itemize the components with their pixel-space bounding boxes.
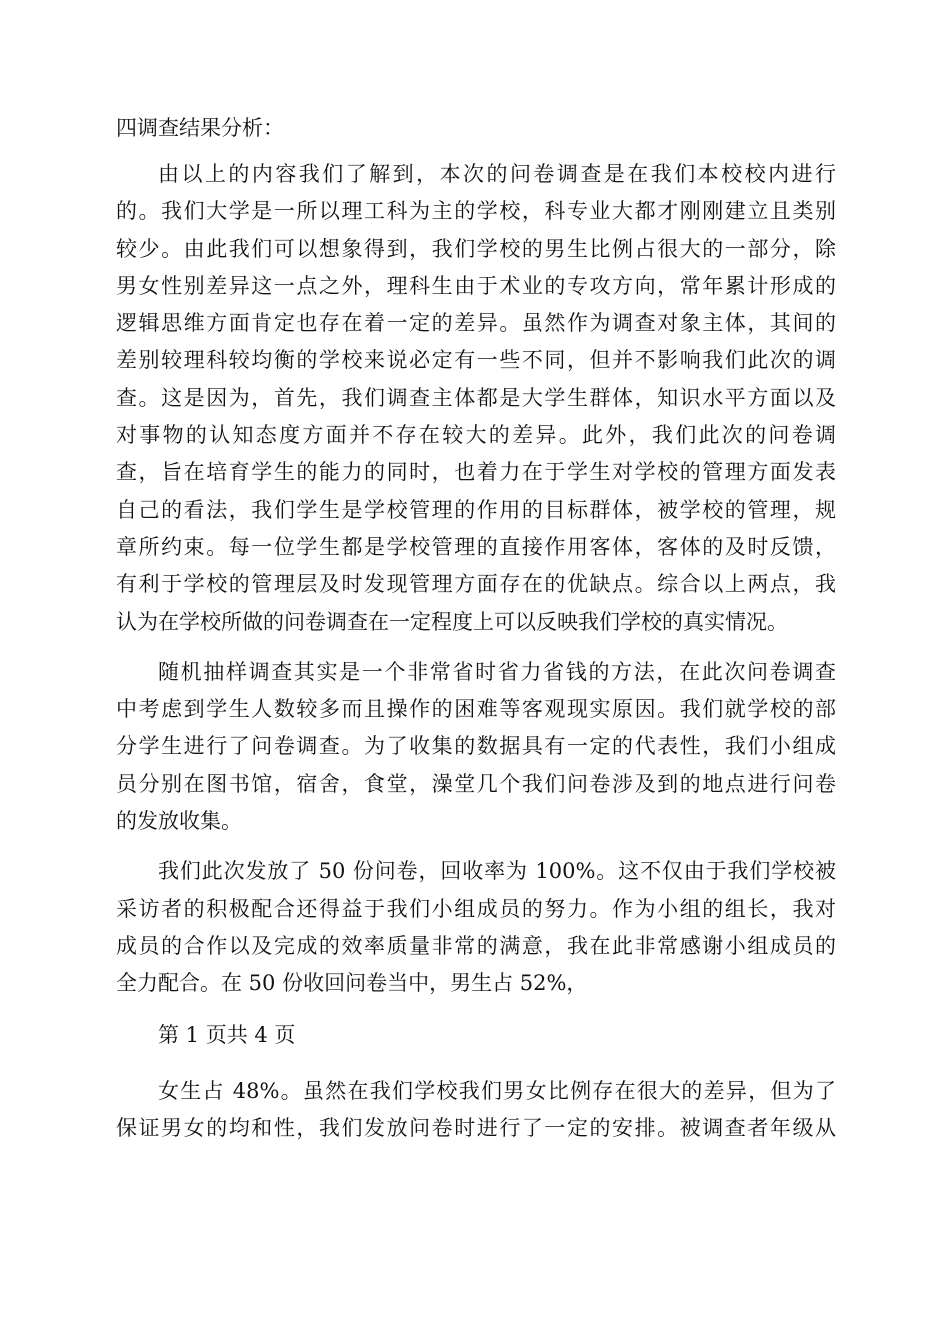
paragraph-line: 中考虑到学生人数较多而且操作的困难等客观现实原因。我们就学校的部 xyxy=(116,697,836,722)
paragraph-line: 采访者的积极配合还得益于我们小组成员的努力。作为小组的组长，我对 xyxy=(116,896,836,921)
paragraph-line: 的发放收集。 xyxy=(116,809,242,834)
paragraph-line: 有利于学校的管理层及时发现管理方面存在的优缺点。综合以上两点，我 xyxy=(116,572,836,597)
paragraph-line: 随机抽样调查其实是一个非常省时省力省钱的方法，在此次问卷调查 xyxy=(158,659,836,684)
paragraph-line: 逻辑思维方面肯定也存在着一定的差异。虽然作为调查对象主体，其间的 xyxy=(116,311,836,336)
paragraph-line: 女生占 48%。虽然在我们学校我们男女比例存在很大的差异，但为了 xyxy=(158,1078,836,1103)
paragraph-line: 保证男女的均和性，我们发放问卷时进行了一定的安排。被调查者年级从 xyxy=(116,1115,836,1140)
paragraph-line: 较少。由此我们可以想象得到，我们学校的男生比例占很大的一部分，除 xyxy=(116,236,836,261)
paragraph-line: 分学生进行了问卷调查。为了收集的数据具有一定的代表性，我们小组成 xyxy=(116,734,836,759)
paragraph-line: 对事物的认知态度方面并不存在较大的差异。此外，我们此次的问卷调 xyxy=(116,423,836,448)
paragraph-line: 查。这是因为，首先，我们调查主体都是大学生群体，知识水平方面以及 xyxy=(116,385,836,410)
paragraph-line: 我们此次发放了 50 份问卷，回收率为 100%。这不仅由于我们学校被 xyxy=(158,859,836,884)
paragraph-line: 员分别在图书馆，宿舍，食堂，澡堂几个我们问卷涉及到的地点进行问卷 xyxy=(116,771,836,796)
page-number-footer: 第 1 页共 4 页 xyxy=(158,1022,296,1047)
paragraph-line: 全力配合。在 50 份收回问卷当中，男生占 52%， xyxy=(116,971,588,996)
paragraph-2 xyxy=(116,654,836,840)
document-page xyxy=(116,109,836,1160)
paragraph-line: 成员的合作以及完成的效率质量非常的满意，我在此非常感谢小组成员的 xyxy=(116,933,836,958)
paragraph-line: 由以上的内容我们了解到，本次的问卷调查是在我们本校校内进行 xyxy=(158,162,836,186)
paragraph-line: 的。我们大学是一所以理工科为主的学校，科专业大都才刚刚建立且类别 xyxy=(116,199,836,224)
paragraph-1 xyxy=(116,156,836,641)
paragraph-line: 章所约束。每一位学生都是学校管理的直接作用客体，客体的及时反馈， xyxy=(116,534,836,559)
section-heading: 四调查结果分析： xyxy=(116,116,284,140)
paragraph-line: 差别较理科较均衡的学校来说必定有一些不同，但并不影响我们此次的调 xyxy=(116,348,836,373)
continuation-paragraph xyxy=(116,1073,836,1148)
paragraph-line: 自己的看法，我们学生是学校管理的作用的目标群体，被学校的管理，规 xyxy=(116,497,836,522)
paragraph-line: 男女性别差异这一点之外，理科生由于术业的专攻方向，常年累计形成的 xyxy=(116,273,836,298)
paragraph-3 xyxy=(116,853,836,1002)
paragraph-line: 认为在学校所做的问卷调查在一定程度上可以反映我们学校的真实情况。 xyxy=(116,609,788,634)
paragraph-line: 查，旨在培育学生的能力的同时，也着力在于学生对学校的管理方面发表 xyxy=(116,460,836,485)
